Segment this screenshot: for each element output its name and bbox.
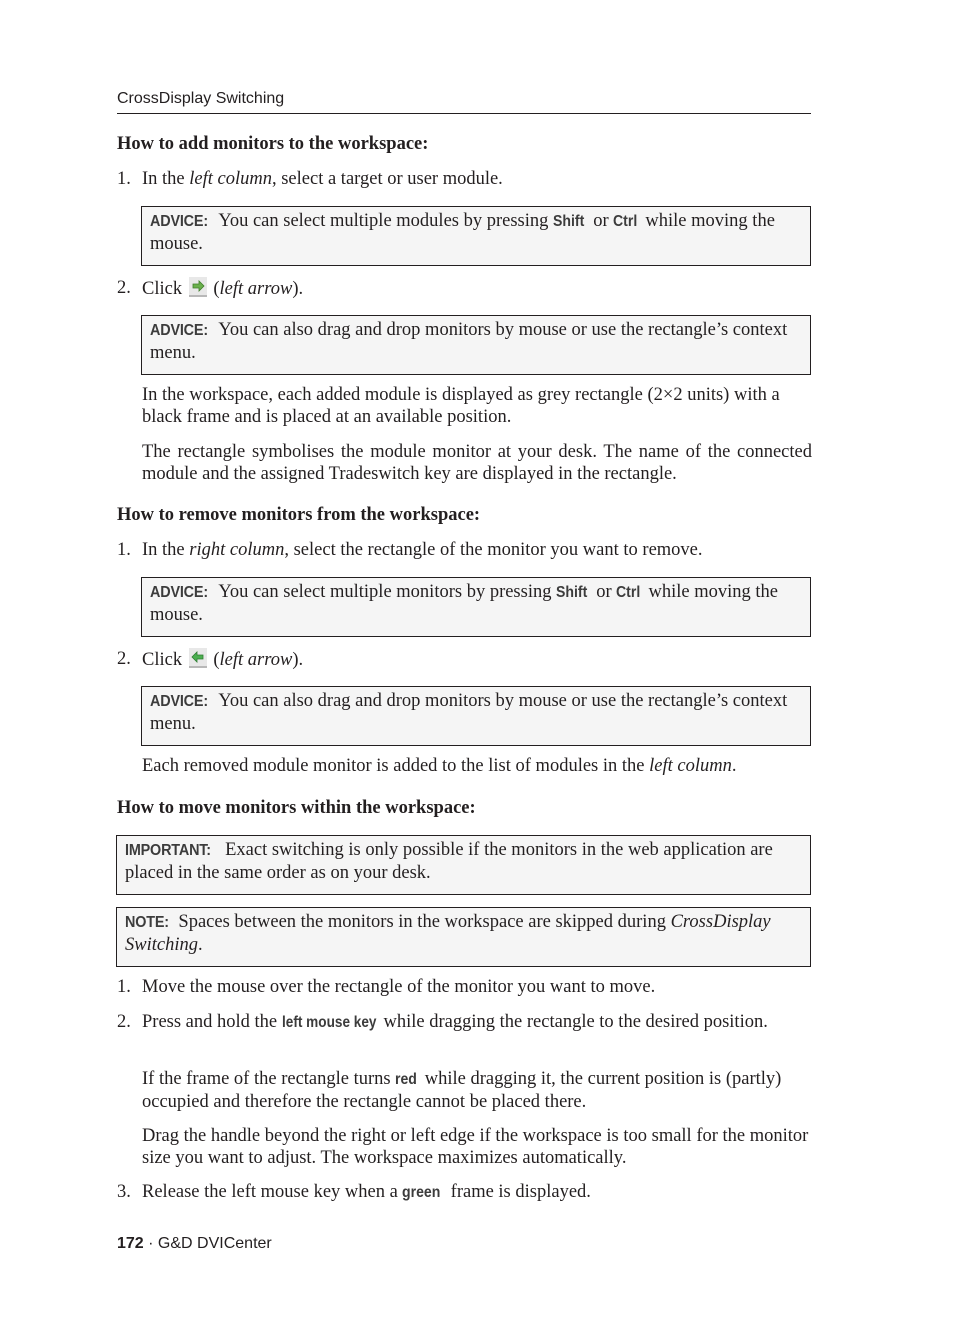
- paragraph: Each removed module monitor is added to the list of modules in the left column.: [142, 756, 737, 776]
- advice-box: ADVICE: You can select multiple monitors by pressing Shift or Ctrl while moving the mouse.: [141, 577, 811, 637]
- paragraph: In the workspace, each added module is displayed as grey rectangle (2×2 units) with a black frame and is placed at an available position.: [142, 385, 780, 427]
- paragraph: Drag the handle beyond the right or left edge if the workspace is too small for the monitor size you want to adjust. The workspace maximizes automatically.: [142, 1126, 809, 1168]
- footer-title: G&D DVICenter: [157, 1235, 272, 1252]
- header-title: CrossDisplay Switching: [117, 90, 285, 107]
- page-footer: 172 · G&D DVICenter: [117, 1235, 272, 1252]
- section-heading-remove: How to remove monitors from the workspace:: [117, 505, 481, 525]
- right-arrow-icon[interactable]: [189, 277, 207, 297]
- page-header: [117, 88, 811, 114]
- advice-box: ADVICE: You can select multiple modules by pressing Shift or Ctrl while moving the mouse.: [141, 206, 811, 266]
- advice-box: ADVICE: You can also drag and drop monitors by mouse or use the rectangle’s context menu.: [141, 686, 811, 746]
- section-heading-move: How to move monitors within the workspace:: [117, 798, 476, 818]
- left-arrow-icon[interactable]: [189, 648, 207, 668]
- note-box: NOTE: Spaces between the monitors in the workspace are skipped during CrossDisplay Switching.: [116, 907, 811, 967]
- page-number: 172: [117, 1235, 144, 1252]
- paragraph: If the frame of the rectangle turns red while dragging it, the current position is (partly) occupied and therefore the rectangle cannot be placed there.: [142, 1069, 782, 1112]
- section-heading-add: How to add monitors to the workspace:: [117, 134, 429, 154]
- important-box: IMPORTANT: Exact switching is only possible if the monitors in the web application are placed in the same order as on your desk.: [116, 835, 811, 895]
- paragraph: The rectangle symbolises the module monitor at your desk. The name of the connected module and the assigned Tradeswitch key are displayed in the rectangle.: [142, 442, 812, 484]
- advice-box: ADVICE: You can also drag and drop monitors by mouse or use the rectangle’s context menu.: [141, 315, 811, 375]
